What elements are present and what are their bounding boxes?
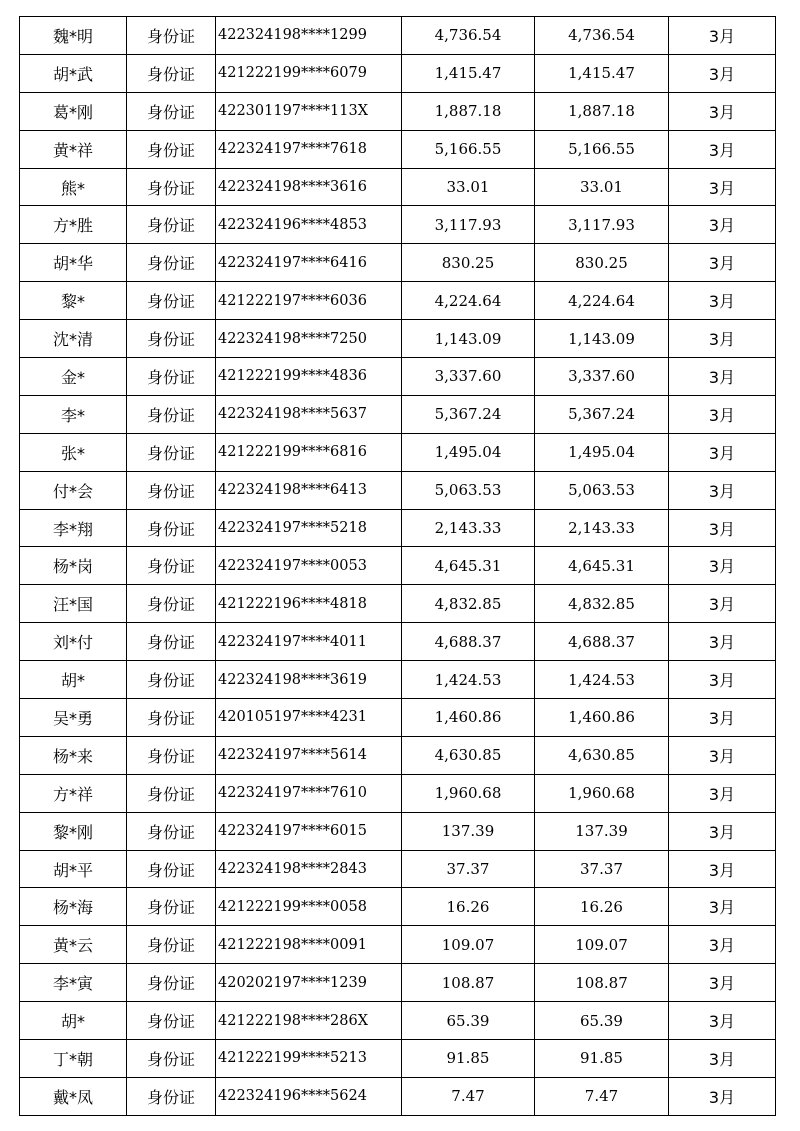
amount-cell: 16.26 <box>402 888 535 926</box>
amount-paid-cell: 3,117.93 <box>535 206 669 244</box>
id-type-cell: 身份证 <box>127 244 216 282</box>
table-row <box>20 130 776 168</box>
person-name-cell: 吴*勇 <box>20 699 127 737</box>
month-cell: 3月 <box>669 471 776 509</box>
month-cell: 3月 <box>669 92 776 130</box>
id-type-cell: 身份证 <box>127 926 216 964</box>
month-cell: 3月 <box>669 1077 776 1115</box>
table-row <box>20 1077 776 1115</box>
amount-cell: 3,337.60 <box>402 358 535 396</box>
amount-cell: 65.39 <box>402 1002 535 1040</box>
id-number-cell: 422324197****5218 <box>216 509 402 547</box>
table-row <box>20 736 776 774</box>
person-name-cell: 杨*来 <box>20 736 127 774</box>
amount-cell: 109.07 <box>402 926 535 964</box>
table-row <box>20 168 776 206</box>
table-row <box>20 54 776 92</box>
table-row <box>20 888 776 926</box>
month-cell: 3月 <box>669 623 776 661</box>
id-type-cell: 身份证 <box>127 699 216 737</box>
table-row <box>20 433 776 471</box>
amount-paid-cell: 4,224.64 <box>535 282 669 320</box>
amount-cell: 830.25 <box>402 244 535 282</box>
table-row <box>20 509 776 547</box>
table-body <box>20 17 776 1116</box>
id-number-cell: 421222196****4818 <box>216 585 402 623</box>
amount-paid-cell: 1,887.18 <box>535 92 669 130</box>
id-number-cell: 421222198****0091 <box>216 926 402 964</box>
table-row <box>20 471 776 509</box>
amount-paid-cell: 137.39 <box>535 812 669 850</box>
person-name-cell: 葛*刚 <box>20 92 127 130</box>
amount-cell: 4,688.37 <box>402 623 535 661</box>
amount-cell: 1,143.09 <box>402 320 535 358</box>
amount-cell: 4,224.64 <box>402 282 535 320</box>
month-cell: 3月 <box>669 1002 776 1040</box>
amount-paid-cell: 5,367.24 <box>535 395 669 433</box>
person-name-cell: 汪*国 <box>20 585 127 623</box>
id-type-cell: 身份证 <box>127 774 216 812</box>
id-type-cell: 身份证 <box>127 54 216 92</box>
id-number-cell: 422324197****6416 <box>216 244 402 282</box>
id-type-cell: 身份证 <box>127 585 216 623</box>
amount-paid-cell: 91.85 <box>535 1040 669 1078</box>
month-cell: 3月 <box>669 850 776 888</box>
month-cell: 3月 <box>669 926 776 964</box>
id-number-cell: 421222197****6036 <box>216 282 402 320</box>
table-row <box>20 964 776 1002</box>
amount-paid-cell: 109.07 <box>535 926 669 964</box>
amount-cell: 1,415.47 <box>402 54 535 92</box>
id-number-cell: 420202197****1239 <box>216 964 402 1002</box>
person-name-cell: 丁*朝 <box>20 1040 127 1078</box>
person-name-cell: 胡*武 <box>20 54 127 92</box>
amount-cell: 4,832.85 <box>402 585 535 623</box>
month-cell: 3月 <box>669 358 776 396</box>
amount-paid-cell: 4,645.31 <box>535 547 669 585</box>
table-row <box>20 206 776 244</box>
table-row <box>20 358 776 396</box>
id-number-cell: 421222199****4836 <box>216 358 402 396</box>
id-number-cell: 422324197****4011 <box>216 623 402 661</box>
id-number-cell: 422324197****7618 <box>216 130 402 168</box>
amount-cell: 91.85 <box>402 1040 535 1078</box>
amount-paid-cell: 830.25 <box>535 244 669 282</box>
month-cell: 3月 <box>669 547 776 585</box>
id-type-cell: 身份证 <box>127 964 216 1002</box>
subsidy-table <box>19 16 776 1116</box>
id-number-cell: 422301197****113X <box>216 92 402 130</box>
id-number-cell: 422324198****7250 <box>216 320 402 358</box>
month-cell: 3月 <box>669 433 776 471</box>
table-row <box>20 623 776 661</box>
amount-cell: 108.87 <box>402 964 535 1002</box>
person-name-cell: 刘*付 <box>20 623 127 661</box>
id-type-cell: 身份证 <box>127 282 216 320</box>
id-number-cell: 421222199****6816 <box>216 433 402 471</box>
amount-cell: 5,063.53 <box>402 471 535 509</box>
person-name-cell: 杨*海 <box>20 888 127 926</box>
month-cell: 3月 <box>669 1040 776 1078</box>
person-name-cell: 沈*清 <box>20 320 127 358</box>
person-name-cell: 魏*明 <box>20 17 127 55</box>
id-number-cell: 421222199****5213 <box>216 1040 402 1078</box>
amount-paid-cell: 1,143.09 <box>535 320 669 358</box>
amount-paid-cell: 4,736.54 <box>535 17 669 55</box>
amount-paid-cell: 5,166.55 <box>535 130 669 168</box>
person-name-cell: 胡* <box>20 1002 127 1040</box>
amount-cell: 4,736.54 <box>402 17 535 55</box>
month-cell: 3月 <box>669 964 776 1002</box>
amount-paid-cell: 16.26 <box>535 888 669 926</box>
month-cell: 3月 <box>669 130 776 168</box>
table-row <box>20 547 776 585</box>
amount-paid-cell: 3,337.60 <box>535 358 669 396</box>
id-type-cell: 身份证 <box>127 1040 216 1078</box>
id-type-cell: 身份证 <box>127 850 216 888</box>
id-type-cell: 身份证 <box>127 736 216 774</box>
id-type-cell: 身份证 <box>127 509 216 547</box>
amount-paid-cell: 108.87 <box>535 964 669 1002</box>
amount-paid-cell: 65.39 <box>535 1002 669 1040</box>
month-cell: 3月 <box>669 812 776 850</box>
table-row <box>20 1040 776 1078</box>
person-name-cell: 方*胜 <box>20 206 127 244</box>
amount-cell: 1,960.68 <box>402 774 535 812</box>
amount-cell: 3,117.93 <box>402 206 535 244</box>
id-type-cell: 身份证 <box>127 168 216 206</box>
amount-paid-cell: 5,063.53 <box>535 471 669 509</box>
amount-cell: 1,424.53 <box>402 661 535 699</box>
person-name-cell: 李*寅 <box>20 964 127 1002</box>
person-name-cell: 黎*刚 <box>20 812 127 850</box>
amount-cell: 2,143.33 <box>402 509 535 547</box>
table-row <box>20 661 776 699</box>
id-number-cell: 422324197****5614 <box>216 736 402 774</box>
month-cell: 3月 <box>669 244 776 282</box>
month-cell: 3月 <box>669 661 776 699</box>
id-number-cell: 422324198****5637 <box>216 395 402 433</box>
month-cell: 3月 <box>669 699 776 737</box>
id-type-cell: 身份证 <box>127 17 216 55</box>
id-type-cell: 身份证 <box>127 1002 216 1040</box>
person-name-cell: 黄*云 <box>20 926 127 964</box>
table-row <box>20 282 776 320</box>
id-type-cell: 身份证 <box>127 1077 216 1115</box>
amount-cell: 4,630.85 <box>402 736 535 774</box>
table-row <box>20 774 776 812</box>
id-number-cell: 421222198****286X <box>216 1002 402 1040</box>
amount-cell: 4,645.31 <box>402 547 535 585</box>
amount-paid-cell: 1,424.53 <box>535 661 669 699</box>
id-number-cell: 422324198****3619 <box>216 661 402 699</box>
table-row <box>20 92 776 130</box>
table-row <box>20 17 776 55</box>
id-type-cell: 身份证 <box>127 130 216 168</box>
id-type-cell: 身份证 <box>127 661 216 699</box>
person-name-cell: 李*翔 <box>20 509 127 547</box>
person-name-cell: 胡* <box>20 661 127 699</box>
id-type-cell: 身份证 <box>127 888 216 926</box>
table-row <box>20 585 776 623</box>
id-type-cell: 身份证 <box>127 547 216 585</box>
amount-paid-cell: 1,460.86 <box>535 699 669 737</box>
amount-cell: 137.39 <box>402 812 535 850</box>
table-row <box>20 395 776 433</box>
month-cell: 3月 <box>669 282 776 320</box>
person-name-cell: 方*祥 <box>20 774 127 812</box>
id-number-cell: 422324198****6413 <box>216 471 402 509</box>
amount-cell: 1,460.86 <box>402 699 535 737</box>
id-type-cell: 身份证 <box>127 206 216 244</box>
person-name-cell: 杨*岗 <box>20 547 127 585</box>
amount-paid-cell: 2,143.33 <box>535 509 669 547</box>
person-name-cell: 李* <box>20 395 127 433</box>
person-name-cell: 金* <box>20 358 127 396</box>
id-number-cell: 422324197****6015 <box>216 812 402 850</box>
id-number-cell: 421222199****0058 <box>216 888 402 926</box>
person-name-cell: 胡*平 <box>20 850 127 888</box>
person-name-cell: 胡*华 <box>20 244 127 282</box>
month-cell: 3月 <box>669 395 776 433</box>
table-row <box>20 850 776 888</box>
month-cell: 3月 <box>669 888 776 926</box>
id-number-cell: 420105197****4231 <box>216 699 402 737</box>
amount-paid-cell: 4,832.85 <box>535 585 669 623</box>
person-name-cell: 黎* <box>20 282 127 320</box>
id-number-cell: 422324198****2843 <box>216 850 402 888</box>
id-number-cell: 422324197****7610 <box>216 774 402 812</box>
person-name-cell: 戴*凤 <box>20 1077 127 1115</box>
month-cell: 3月 <box>669 736 776 774</box>
id-type-cell: 身份证 <box>127 92 216 130</box>
month-cell: 3月 <box>669 206 776 244</box>
id-number-cell: 422324198****1299 <box>216 17 402 55</box>
amount-cell: 5,166.55 <box>402 130 535 168</box>
id-type-cell: 身份证 <box>127 433 216 471</box>
id-type-cell: 身份证 <box>127 623 216 661</box>
id-number-cell: 422324196****4853 <box>216 206 402 244</box>
table-row <box>20 244 776 282</box>
month-cell: 3月 <box>669 168 776 206</box>
amount-cell: 33.01 <box>402 168 535 206</box>
amount-cell: 1,887.18 <box>402 92 535 130</box>
amount-paid-cell: 7.47 <box>535 1077 669 1115</box>
table-row <box>20 320 776 358</box>
table-row <box>20 812 776 850</box>
id-type-cell: 身份证 <box>127 358 216 396</box>
amount-cell: 5,367.24 <box>402 395 535 433</box>
amount-cell: 7.47 <box>402 1077 535 1115</box>
amount-paid-cell: 1,960.68 <box>535 774 669 812</box>
month-cell: 3月 <box>669 585 776 623</box>
id-number-cell: 422324198****3616 <box>216 168 402 206</box>
amount-cell: 1,495.04 <box>402 433 535 471</box>
id-number-cell: 422324197****0053 <box>216 547 402 585</box>
amount-paid-cell: 4,630.85 <box>535 736 669 774</box>
id-number-cell: 422324196****5624 <box>216 1077 402 1115</box>
amount-paid-cell: 4,688.37 <box>535 623 669 661</box>
table-row <box>20 926 776 964</box>
month-cell: 3月 <box>669 17 776 55</box>
amount-paid-cell: 33.01 <box>535 168 669 206</box>
month-cell: 3月 <box>669 509 776 547</box>
id-type-cell: 身份证 <box>127 320 216 358</box>
table-row <box>20 699 776 737</box>
table-row <box>20 1002 776 1040</box>
person-name-cell: 熊* <box>20 168 127 206</box>
amount-paid-cell: 1,495.04 <box>535 433 669 471</box>
month-cell: 3月 <box>669 54 776 92</box>
amount-paid-cell: 1,415.47 <box>535 54 669 92</box>
month-cell: 3月 <box>669 320 776 358</box>
amount-cell: 37.37 <box>402 850 535 888</box>
month-cell: 3月 <box>669 774 776 812</box>
id-number-cell: 421222199****6079 <box>216 54 402 92</box>
id-type-cell: 身份证 <box>127 395 216 433</box>
id-type-cell: 身份证 <box>127 812 216 850</box>
id-type-cell: 身份证 <box>127 471 216 509</box>
person-name-cell: 黄*祥 <box>20 130 127 168</box>
amount-paid-cell: 37.37 <box>535 850 669 888</box>
person-name-cell: 付*会 <box>20 471 127 509</box>
person-name-cell: 张* <box>20 433 127 471</box>
